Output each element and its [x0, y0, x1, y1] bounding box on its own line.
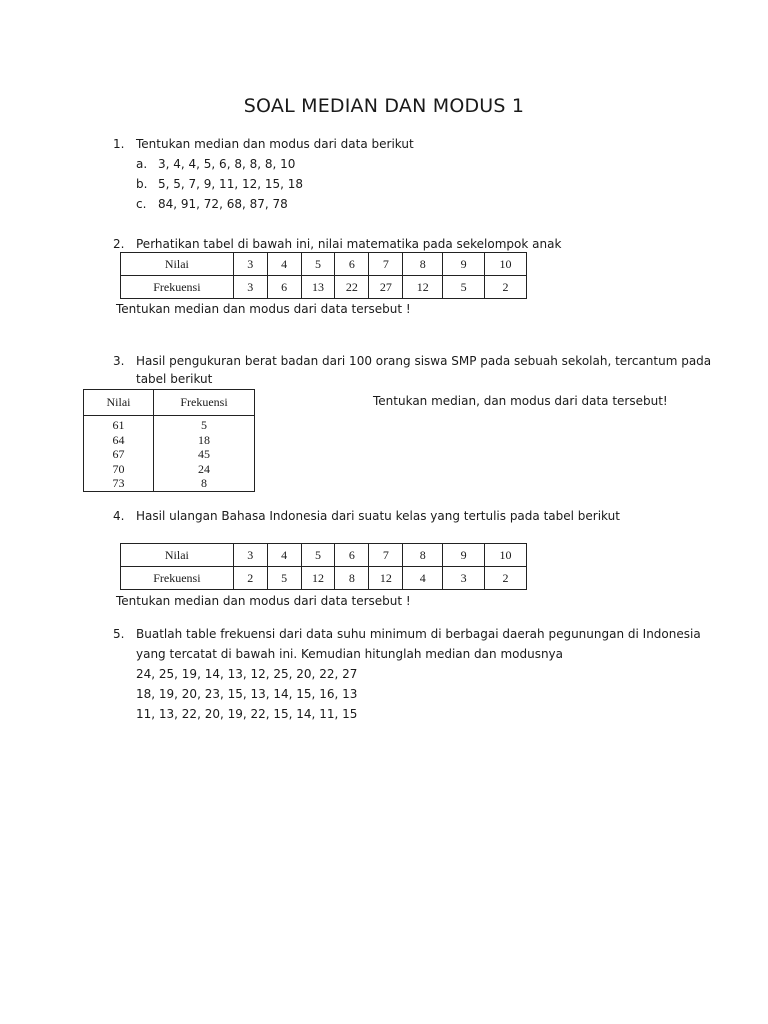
table-cell: 7 [369, 253, 403, 276]
row-label-nilai: Nilai [121, 253, 234, 276]
table-cell: 67 [112, 447, 125, 461]
q3-nilai-column [84, 418, 153, 491]
table-cell: 5 [301, 544, 335, 567]
q4-text: Hasil ulangan Bahasa Indonesia dari suatu kelas yang tertulis pada tabel berikut [136, 509, 620, 523]
q3-header-frekuensi: Frekuensi [180, 395, 228, 409]
table-cell: 5 [301, 253, 335, 276]
table-cell: 2 [233, 567, 267, 590]
row-label-frekuensi: Frekuensi [121, 276, 234, 299]
table-cell: 24 [198, 461, 210, 476]
table-cell: 18 [198, 432, 210, 447]
table-cell: 10 [485, 253, 527, 276]
table-cell: 4 [267, 544, 301, 567]
table-cell: 64 [112, 432, 125, 447]
table-cell: 3 [233, 544, 267, 567]
q5-data-line-3: 11, 13, 22, 20, 19, 22, 15, 14, 11, 15 [136, 707, 358, 721]
table-cell: 9 [443, 544, 485, 567]
q3-text-line1: Hasil pengukuran berat badan dari 100 orang siswa SMP pada sebuah sekolah, tercantum pada [136, 354, 712, 368]
table-cell: 61 [112, 418, 125, 432]
q1-item-b-label: b. [136, 177, 148, 191]
q3-header-nilai: Nilai [106, 395, 131, 409]
row-label-nilai: Nilai [121, 544, 234, 567]
table-cell: 6 [335, 253, 369, 276]
q5-number: 5. [113, 627, 125, 641]
table-cell: 2 [485, 276, 527, 299]
q3-instruction: Tentukan median, dan modus dari data tersebut! [373, 394, 668, 408]
table-cell: 27 [369, 276, 403, 299]
q5-data-line-2: 18, 19, 20, 23, 15, 13, 14, 15, 16, 13 [136, 687, 358, 701]
q5-text-line2: yang tercatat di bawah ini. Kemudian hitunglah median dan modusnya [136, 647, 564, 661]
table-cell: 4 [267, 253, 301, 276]
q1-text: Tentukan median dan modus dari data berikut [136, 137, 414, 151]
q1-item-a: 3, 4, 4, 5, 6, 8, 8, 8, 10 [158, 157, 296, 171]
q2-text: Perhatikan tabel di bawah ini, nilai matematika pada sekelompok anak [136, 237, 562, 251]
q5-text-line1: Buatlah table frekuensi dari data suhu minimum di berbagai daerah pegunungan di Indonesia [136, 627, 701, 641]
table-cell: 6 [335, 544, 369, 567]
table-cell: 3 [443, 567, 485, 590]
table-cell: 8 [403, 544, 443, 567]
q4-table [120, 543, 527, 590]
table-row [121, 253, 527, 276]
q1-item-c: 84, 91, 72, 68, 87, 78 [158, 197, 288, 211]
table-cell: 4 [403, 567, 443, 590]
q1-item-a-label: a. [136, 157, 148, 171]
q2-table [120, 252, 527, 299]
table-cell: 10 [485, 544, 527, 567]
header-divider [84, 415, 254, 416]
table-cell: 22 [335, 276, 369, 299]
q5-data-line-1: 24, 25, 19, 14, 13, 12, 25, 20, 22, 27 [136, 667, 358, 681]
table-cell: 8 [403, 253, 443, 276]
table-cell: 3 [233, 276, 267, 299]
table-cell: 73 [112, 476, 125, 490]
q3-text-line2: tabel berikut [136, 372, 213, 386]
q2-instruction: Tentukan median dan modus dari data tersebut ! [116, 302, 411, 316]
q3-table [83, 389, 255, 492]
table-cell: 6 [267, 276, 301, 299]
table-cell: 12 [369, 567, 403, 590]
q1-item-c-label: c. [136, 197, 147, 211]
q4-instruction: Tentukan median dan modus dari data tersebut ! [116, 594, 411, 608]
q1-item-b: 5, 5, 7, 9, 11, 12, 15, 18 [158, 177, 304, 191]
q3-number: 3. [113, 354, 125, 368]
table-cell: 12 [301, 567, 335, 590]
table-cell: 5 [267, 567, 301, 590]
table-cell: 70 [112, 461, 125, 476]
table-cell: 45 [198, 447, 210, 461]
page-title: SOAL MEDIAN DAN MODUS 1 [243, 95, 525, 117]
q3-frekuensi-column [154, 418, 254, 491]
row-label-frekuensi: Frekuensi [121, 567, 234, 590]
table-row [121, 567, 527, 590]
table-cell: 5 [201, 418, 207, 432]
table-cell: 12 [403, 276, 443, 299]
q4-number: 4. [113, 509, 125, 523]
table-cell: 9 [443, 253, 485, 276]
table-cell: 3 [233, 253, 267, 276]
table-cell: 5 [443, 276, 485, 299]
table-row [121, 276, 527, 299]
q2-number: 2. [113, 237, 125, 251]
table-cell: 8 [201, 476, 207, 490]
table-cell: 8 [335, 567, 369, 590]
q1-number: 1. [113, 137, 125, 151]
table-row [121, 544, 527, 567]
table-cell: 7 [369, 544, 403, 567]
table-cell: 2 [485, 567, 527, 590]
table-cell: 13 [301, 276, 335, 299]
